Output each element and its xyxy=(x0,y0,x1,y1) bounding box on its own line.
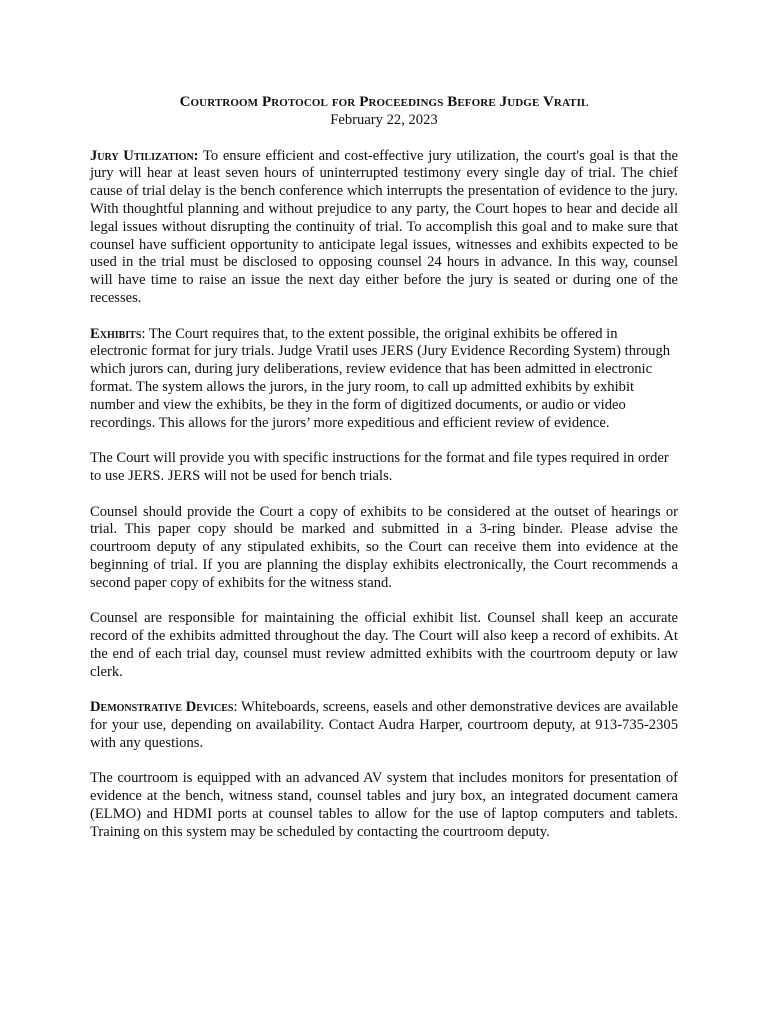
exhibits-heading: Exhibits xyxy=(90,325,142,342)
exhibits-text: : The Court requires that, to the extent possible, the original exhibits be offered in electronic format for jury trials. Judge Vratil uses JERS (Jury Evidence Recording System) through which jurors can, during jury deliberations, review evidence that has been admitted in electronic format. The system allows the jurors, in the jury room, to call up admitted exhibits by exhibit number and view the exhibits, be they in the form of digitized documents, or audio or video recordings. This allows for the jurors’ more expeditious and efficient review of evidence. xyxy=(90,325,671,431)
demonstrative-devices-paragraph xyxy=(90,699,678,752)
jers-instructions-paragraph: The Court will provide you with specific instructions for the format and file types required in order to use JERS. JERS will not be used for bench trials. xyxy=(90,450,669,484)
exhibit-list-paragraph: Counsel are responsible for maintaining the official exhibit list. Counsel shall keep an accurate record of the exhibits admitted throughout the day. The Court will also keep a record of exhibits. At the end of each trial day, counsel must review admitted exhibits with the courtroom deputy or law clerk. xyxy=(90,610,678,680)
exhibit-copy-paragraph: Counsel should provide the Court a copy of exhibits to be considered at the outset of hearings or trial. This paper copy should be marked and submitted in a 3-ring binder. Please advise the courtroom deputy of any stipulated exhibits, so the Court can receive them into evidence at the beginning of trial. If you are planning the display exhibits electronically, the Court recommends a second paper copy of exhibits for the witness stand. xyxy=(90,503,678,591)
demonstrative-devices-heading: Demonstrative Devices xyxy=(90,699,234,716)
title-block xyxy=(90,94,678,130)
jury-utilization-heading: Jury Utilization: xyxy=(90,147,199,164)
jury-utilization-text: To ensure efficient and cost-effective jury utilization, the court's goal is that the jury will hear at least seven hours of uninterrupted testimony every single day of trial. The chief cause of trial delay is the bench conference which interrupts the presentation of evidence to the jury. With thoughtful planning and without prejudice to any party, the Court hopes to hear and decide all legal issues without disrupting the continuity of trial. To accomplish this goal and to make sure that counsel have sufficient opportunity to anticipate legal issues, witnesses and exhibits expected to be used in the trial must be disclosed to opposing counsel 24 hours in advance. In this way, counsel will have time to raise an issue the next day either before the jury is seated or during one of the recesses. xyxy=(90,147,678,306)
document-page xyxy=(90,94,678,859)
document-date: February 22, 2023 xyxy=(330,111,438,128)
document-title: Courtroom Protocol for Proceedings Before Judge Vratil xyxy=(179,94,589,110)
exhibits-paragraph xyxy=(90,326,678,433)
av-system-paragraph: The courtroom is equipped with an advanced AV system that includes monitors for presentation of evidence at the bench, witness stand, counsel tables and jury box, an integrated document camera (ELMO) and HDMI ports at counsel tables to allow for the use of laptop computers and tablets. Training on this system may be scheduled by contacting the courtroom deputy. xyxy=(90,770,678,840)
demonstrative-devices-text: : Whiteboards, screens, easels and other demonstrative devices are available for your use, depending on availability. Contact Audra Harper, courtroom deputy, at 913-735-2305 with any questions. xyxy=(90,699,678,751)
jury-utilization-paragraph xyxy=(90,148,678,308)
